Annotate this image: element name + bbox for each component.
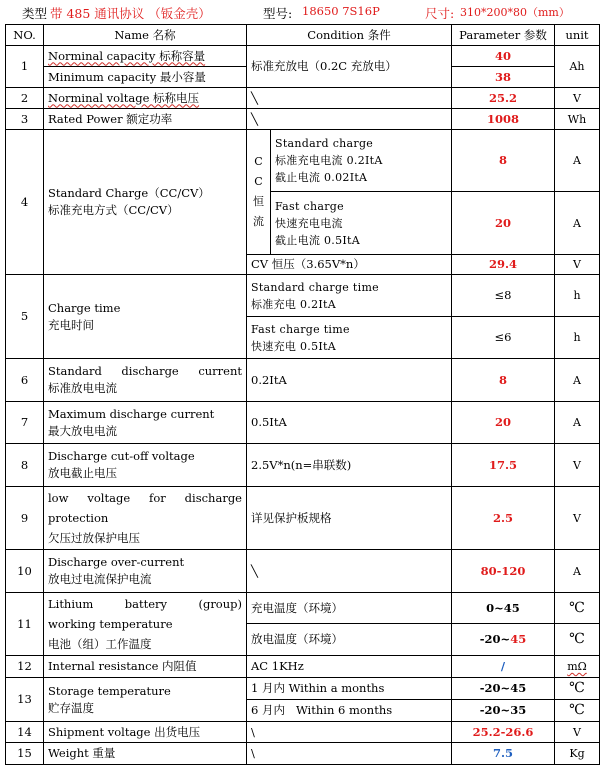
table-row xyxy=(6,722,600,743)
row-no: 11 xyxy=(6,593,44,656)
row-no: 6 xyxy=(6,359,44,402)
row-condition: \ xyxy=(247,743,452,765)
table-row xyxy=(6,444,600,487)
row-unit: V xyxy=(555,444,600,487)
row-unit: ℃ xyxy=(555,624,600,656)
row-name: Maximum discharge current 最大放电电流 xyxy=(44,402,247,444)
row-value: ≤6 xyxy=(452,317,555,359)
row-no: 12 xyxy=(6,656,44,678)
row-condition: ╲ xyxy=(247,550,452,593)
row-value: 20 xyxy=(452,402,555,444)
row-condition: Fast charge time 快速充电 0.5ItA xyxy=(247,317,452,359)
row-no: 9 xyxy=(6,487,44,550)
row-name: Internal resistance 内阻值 xyxy=(44,656,247,678)
row-value: -20~45 xyxy=(452,624,555,656)
table-row xyxy=(6,656,600,678)
table-row xyxy=(6,130,600,192)
row-unit: V xyxy=(555,255,600,275)
row-value: 8 xyxy=(452,359,555,402)
col-name: Name 名称 xyxy=(44,25,247,46)
row-name: Standard discharge current 标准放电电流 xyxy=(44,359,247,402)
table-row xyxy=(6,402,600,444)
row-no: 2 xyxy=(6,88,44,109)
row-name: Lithium battery (group) working temperature 电池（组）工作温度 xyxy=(44,593,247,656)
row-name: Discharge over-current 放电过电流保护电流 xyxy=(44,550,247,593)
row-name xyxy=(44,130,247,275)
row-unit: V xyxy=(555,88,600,109)
row-name: Shipment voltage 出货电压 xyxy=(44,722,247,743)
row-unit: Wh xyxy=(555,109,600,130)
table-row xyxy=(6,88,600,109)
cc-vertical-label: C C 恒 流 xyxy=(247,130,271,255)
row-no: 7 xyxy=(6,402,44,444)
row-name: low voltage for discharge protection 欠压过放保护电压 xyxy=(44,487,247,550)
table-row xyxy=(6,46,600,67)
row-no: 13 xyxy=(6,678,44,722)
row-unit: A xyxy=(555,550,600,593)
row-condition: ╲ xyxy=(247,88,452,109)
col-unit: unit xyxy=(555,25,600,46)
row-name: Norminal voltage 标称电压 xyxy=(44,88,247,109)
row-condition: 放电温度（环境） xyxy=(247,624,452,656)
row-unit: h xyxy=(555,317,600,359)
row-unit: A xyxy=(555,130,600,192)
col-parameter: Parameter 参数 xyxy=(452,25,555,46)
row-condition: CV 恒压（3.65V*n） xyxy=(247,255,452,275)
row-condition: 充电温度（环境） xyxy=(247,593,452,624)
row-unit: A xyxy=(555,359,600,402)
col-condition: Condition 条件 xyxy=(247,25,452,46)
row-value: 40 xyxy=(452,46,555,67)
row-no: 10 xyxy=(6,550,44,593)
table-row xyxy=(6,678,600,700)
table-header-row xyxy=(6,25,600,46)
row-unit: Kg xyxy=(555,743,600,765)
row-condition: 详见保护板规格 xyxy=(247,487,452,550)
row-unit: Ah xyxy=(555,46,600,88)
row-no: 1 xyxy=(6,46,44,88)
row-value: ≤8 xyxy=(452,275,555,317)
row-condition: AC 1KHz xyxy=(247,656,452,678)
row-unit: ℃ xyxy=(555,678,600,700)
row-no: 3 xyxy=(6,109,44,130)
row-condition: Standard charge 标准充电电流 0.2ItA 截止电流 0.02ItA xyxy=(271,130,452,192)
table-row xyxy=(6,359,600,402)
spec-table xyxy=(5,24,600,765)
size-value: 310*200*80（mm） xyxy=(460,6,570,19)
row-name: Rated Power 额定功率 xyxy=(44,109,247,130)
row-unit: A xyxy=(555,402,600,444)
row-value: 17.5 xyxy=(452,444,555,487)
row-condition: 0.5ItA xyxy=(247,402,452,444)
row-value: 80-120 xyxy=(452,550,555,593)
row-condition: 1 月内 Within a months xyxy=(247,678,452,700)
row-condition: ╲ xyxy=(247,109,452,130)
row-condition: 2.5V*n(n=串联数) xyxy=(247,444,452,487)
row-condition: Fast charge 快速充电电流 截止电流 0.5ItA xyxy=(271,192,452,255)
row-name: Minimum capacity 最小容量 xyxy=(44,67,247,88)
row-unit: V xyxy=(555,487,600,550)
row-unit: V xyxy=(555,722,600,743)
row-value: 29.4 xyxy=(452,255,555,275)
row-condition: 标准充放电（0.2C 充放电） xyxy=(247,46,452,88)
model-value: 18650 7S16P xyxy=(302,4,380,18)
row-condition: \ xyxy=(247,722,452,743)
row-value: 0~45 xyxy=(452,593,555,624)
table-row xyxy=(6,593,600,624)
row-condition: 0.2ItA xyxy=(247,359,452,402)
row-value: 8 xyxy=(452,130,555,192)
row-no: 15 xyxy=(6,743,44,765)
row-unit: h xyxy=(555,275,600,317)
row-value: 7.5 xyxy=(452,743,555,765)
row-value: / xyxy=(452,656,555,678)
table-row xyxy=(6,275,600,317)
model-label: 型号: xyxy=(263,6,293,21)
row-unit: A xyxy=(555,192,600,255)
row-name-en: Standard Charge（CC/CV） xyxy=(48,186,210,200)
row-value: -20~35 xyxy=(452,700,555,722)
col-no: NO. xyxy=(6,25,44,46)
type-value: 带 485 通讯协议 （钣金壳） xyxy=(50,6,211,21)
row-name: Storage temperature 贮存温度 xyxy=(44,678,247,722)
row-name: Weight 重量 xyxy=(44,743,247,765)
row-name: Charge time 充电时间 xyxy=(44,275,247,359)
row-no: 5 xyxy=(6,275,44,359)
row-value: 2.5 xyxy=(452,487,555,550)
row-condition: 6 月内 Within 6 months xyxy=(247,700,452,722)
row-value: 20 xyxy=(452,192,555,255)
table-row xyxy=(6,550,600,593)
row-value: 38 xyxy=(452,67,555,88)
row-value: -20~45 xyxy=(452,678,555,700)
row-name: Discharge cut-off voltage 放电截止电压 xyxy=(44,444,247,487)
row-no: 8 xyxy=(6,444,44,487)
table-row xyxy=(6,487,600,550)
row-value: 1008 xyxy=(452,109,555,130)
row-value: 25.2 xyxy=(452,88,555,109)
table-row xyxy=(6,109,600,130)
row-condition: Standard charge time 标准充电 0.2ItA xyxy=(247,275,452,317)
row-no: 4 xyxy=(6,130,44,275)
row-unit: ℃ xyxy=(555,700,600,722)
row-no: 14 xyxy=(6,722,44,743)
row-name-cn: 标准充电方式（CC/CV） xyxy=(48,203,179,217)
row-unit: mΩ xyxy=(555,656,600,678)
type-label: 类型 xyxy=(22,6,48,21)
row-unit: ℃ xyxy=(555,593,600,624)
row-name: Norminal capacity 标称容量 xyxy=(44,46,247,67)
size-label: 尺寸: xyxy=(425,6,455,21)
row-value: 25.2-26.6 xyxy=(452,722,555,743)
document-header xyxy=(0,0,606,24)
table-row xyxy=(6,743,600,765)
